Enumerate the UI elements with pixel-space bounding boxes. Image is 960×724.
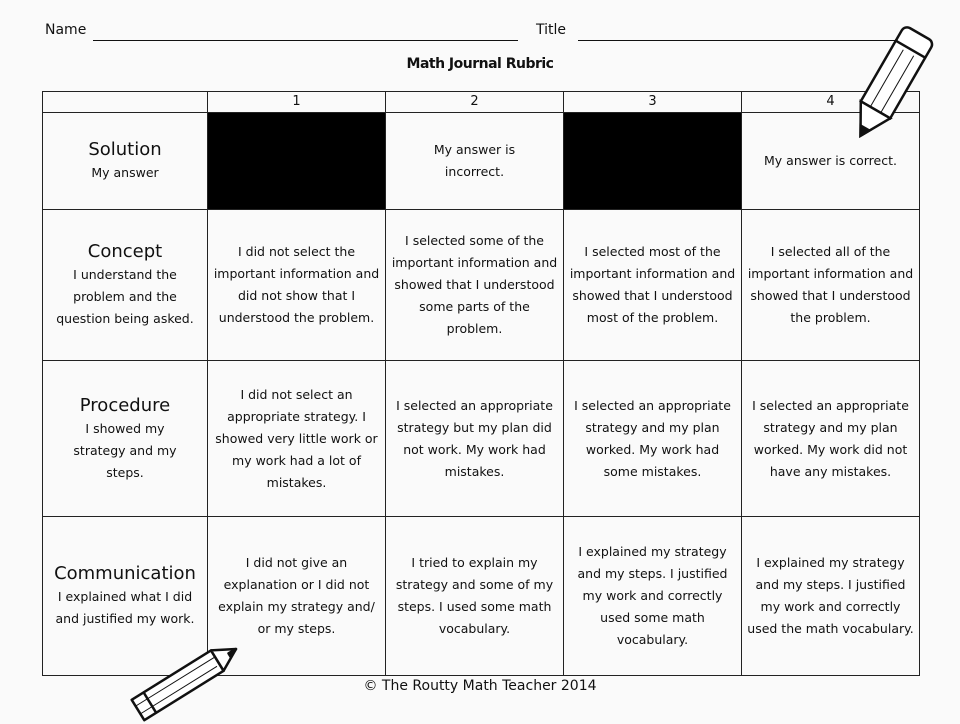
rubric-cell: I did not select the important information and did not show that I understood the problem. (208, 210, 386, 361)
rubric-cell: My answer is incorrect. (386, 113, 564, 210)
rubric-table (42, 91, 920, 676)
header-cell: 3 (564, 92, 742, 113)
criterion-name: Concept (87, 241, 163, 262)
blacked-cell (564, 113, 742, 210)
rubric-cell: I tried to explain my strategy and some of my steps. I used some math vocabulary. (386, 517, 564, 676)
rubric-cell: I did not give an explanation or I did not explain my strategy and/ or my steps. (208, 517, 386, 676)
rubric-cell: My answer is correct. (742, 113, 920, 210)
copyright-footer: © The Routty Math Teacher 2014 (363, 678, 597, 694)
table-row (43, 210, 920, 361)
header-cell (43, 92, 208, 113)
criterion-cell (43, 210, 208, 361)
table-row (43, 113, 920, 210)
header-cell: 4 (742, 92, 920, 113)
criterion-desc: I explained what I did and justified my work. (55, 589, 195, 626)
rubric-cell: I selected all of the important information and showed that I understood the problem. (742, 210, 920, 361)
rubric-cell: I selected an appropriate strategy but my plan did not work. My work had mistakes. (386, 361, 564, 517)
pencil-icon (124, 640, 244, 724)
rubric-cell: I selected an appropriate strategy and my plan worked. My work did not have any mistakes. (742, 361, 920, 517)
criterion-cell (43, 113, 208, 210)
header-cell: 1 (208, 92, 386, 113)
criterion-desc: I understand the problem and the question being asked. (56, 267, 194, 326)
blacked-cell (208, 113, 386, 210)
table-row (43, 361, 920, 517)
criterion-desc: I showed my strategy and my steps. (73, 420, 177, 480)
rubric-cell: I did not select an appropriate strategy. I showed very little work or my work had a lot of mistakes. (208, 361, 386, 517)
rubric-cell: I selected most of the important information and showed that I understood most of the problem. (564, 210, 742, 361)
criterion-name: Procedure (79, 394, 171, 416)
criterion-desc: My answer (91, 165, 159, 180)
criterion-name: Solution (88, 139, 162, 160)
pencil-icon (836, 18, 946, 148)
criterion-name: Communication (54, 563, 196, 584)
page-title: Math Journal Rubric (406, 56, 554, 72)
name-label: Name (45, 22, 87, 38)
criterion-cell (43, 361, 208, 517)
title-label: Title (536, 22, 567, 38)
rubric-cell: I selected some of the important information and showed that I understood some parts of the problem. (386, 210, 564, 361)
rubric-cell: I explained my strategy and my steps. I justified my work and correctly used some math vocabulary. (564, 517, 742, 676)
rubric-cell: I explained my strategy and my steps. I justified my work and correctly used the math vocabulary. (742, 517, 920, 676)
rubric-cell: I selected an appropriate strategy and my plan worked. My work had some mistakes. (564, 361, 742, 517)
name-field[interactable] (93, 40, 518, 41)
header-row (43, 92, 920, 113)
header-cell: 2 (386, 92, 564, 113)
